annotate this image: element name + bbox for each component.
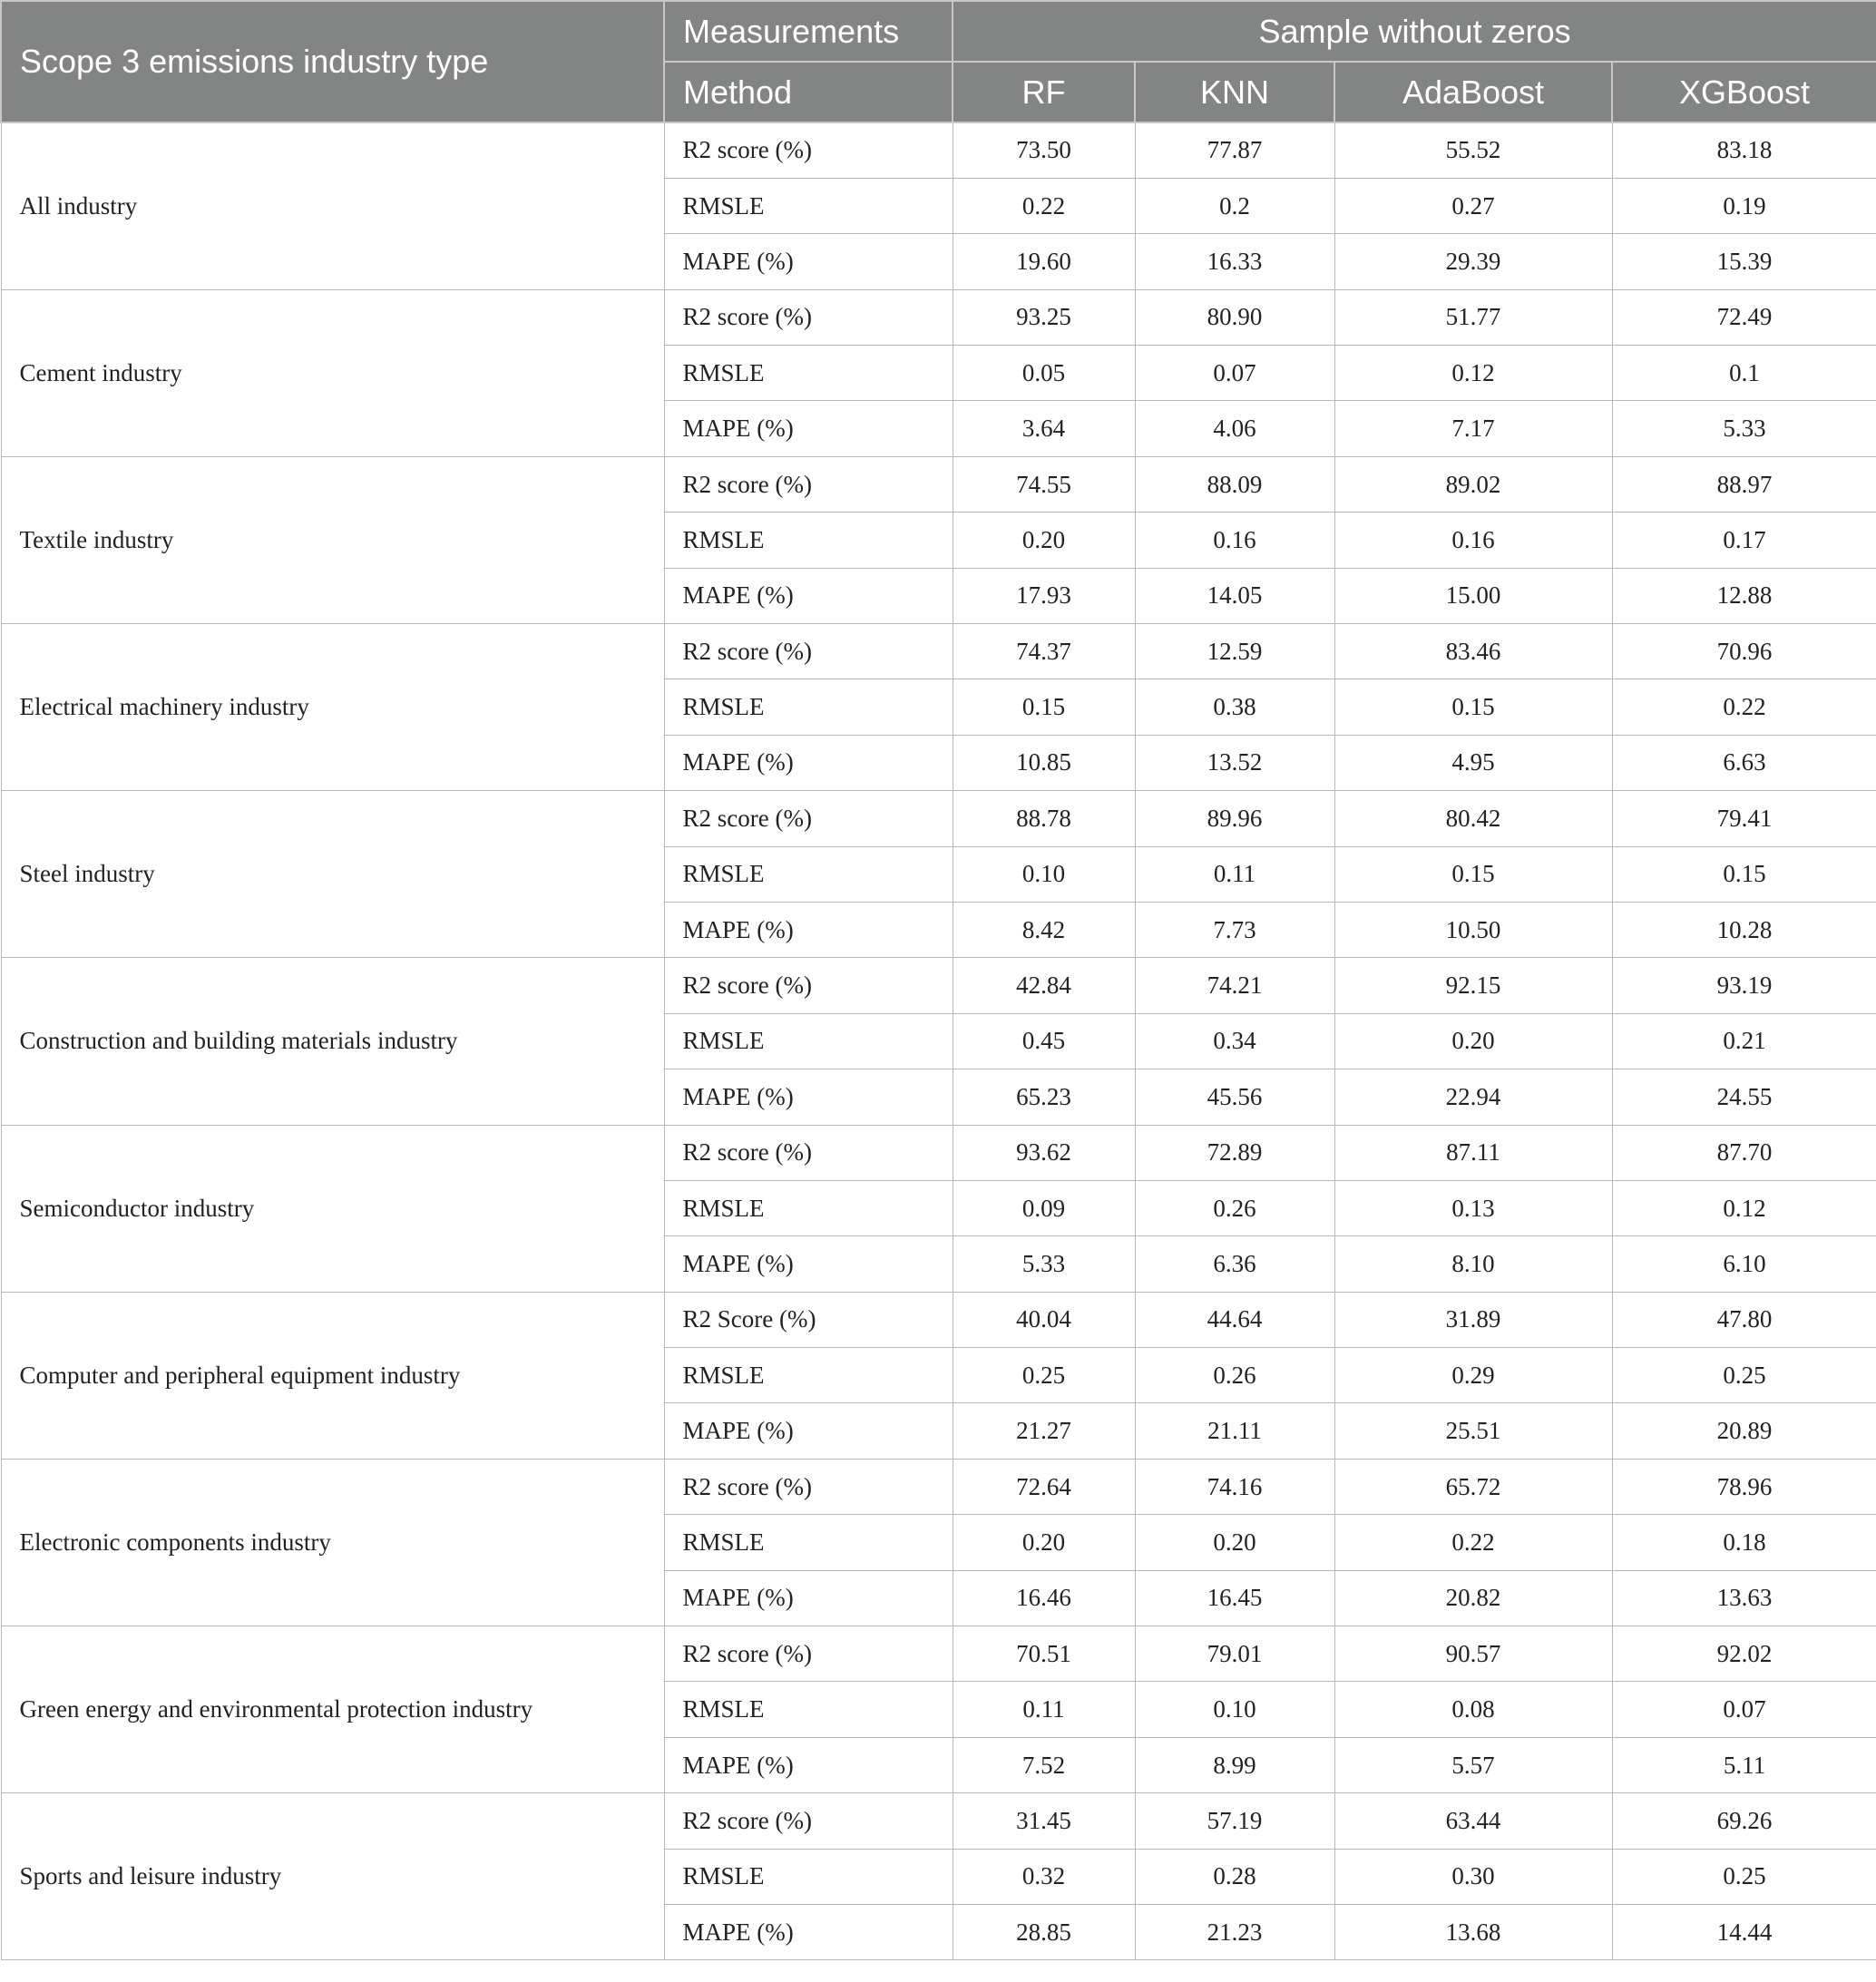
value-cell: 0.12 xyxy=(1334,346,1612,401)
value-cell: 8.10 xyxy=(1334,1236,1612,1292)
value-cell: 0.34 xyxy=(1135,1013,1334,1069)
value-cell: 10.28 xyxy=(1612,902,1876,957)
value-cell: 89.02 xyxy=(1334,456,1612,512)
value-cell: 55.52 xyxy=(1334,122,1612,178)
value-cell: 0.12 xyxy=(1612,1180,1876,1235)
table-row xyxy=(1,1459,1876,1514)
value-cell: 0.15 xyxy=(1612,846,1876,902)
value-cell: 6.63 xyxy=(1612,735,1876,790)
metric-cell: RMSLE xyxy=(664,1849,953,1904)
value-cell: 0.45 xyxy=(953,1013,1135,1069)
value-cell: 28.85 xyxy=(953,1905,1135,1960)
metric-cell: RMSLE xyxy=(664,178,953,233)
table-body xyxy=(1,122,1876,1960)
value-cell: 0.20 xyxy=(1135,1515,1334,1570)
table-row xyxy=(1,1292,1876,1347)
value-cell: 83.46 xyxy=(1334,624,1612,679)
value-cell: 0.17 xyxy=(1612,513,1876,568)
value-cell: 16.33 xyxy=(1135,234,1334,289)
value-cell: 13.68 xyxy=(1334,1905,1612,1960)
metric-cell: MAPE (%) xyxy=(664,1737,953,1792)
metric-cell: RMSLE xyxy=(664,1013,953,1069)
table-row xyxy=(1,289,1876,345)
table-row xyxy=(1,122,1876,178)
value-cell: 8.99 xyxy=(1135,1737,1334,1792)
value-cell: 40.04 xyxy=(953,1292,1135,1347)
value-cell: 5.33 xyxy=(1612,401,1876,456)
industry-cell: Computer and peripheral equipment industry xyxy=(1,1292,664,1459)
metric-cell: MAPE (%) xyxy=(664,1905,953,1960)
table-row xyxy=(1,1125,1876,1180)
value-cell: 0.07 xyxy=(1612,1682,1876,1737)
value-cell: 70.96 xyxy=(1612,624,1876,679)
value-cell: 13.52 xyxy=(1135,735,1334,790)
table-row xyxy=(1,791,1876,846)
industry-column-header: Scope 3 emissions industry type xyxy=(1,1,664,122)
value-cell: 16.45 xyxy=(1135,1570,1334,1626)
industry-cell: Steel industry xyxy=(1,791,664,958)
value-cell: 0.20 xyxy=(1334,1013,1612,1069)
value-cell: 44.64 xyxy=(1135,1292,1334,1347)
value-cell: 74.37 xyxy=(953,624,1135,679)
value-cell: 0.08 xyxy=(1334,1682,1612,1737)
value-cell: 42.84 xyxy=(953,958,1135,1013)
value-cell: 24.55 xyxy=(1612,1069,1876,1125)
value-cell: 0.16 xyxy=(1135,513,1334,568)
industry-cell: Electronic components industry xyxy=(1,1459,664,1626)
value-cell: 13.63 xyxy=(1612,1570,1876,1626)
metric-cell: R2 score (%) xyxy=(664,791,953,846)
value-cell: 89.96 xyxy=(1135,791,1334,846)
value-cell: 0.19 xyxy=(1612,178,1876,233)
metric-cell: R2 score (%) xyxy=(664,122,953,178)
metric-cell: R2 score (%) xyxy=(664,456,953,512)
metric-cell: R2 score (%) xyxy=(664,624,953,679)
value-cell: 21.11 xyxy=(1135,1403,1334,1459)
value-cell: 7.73 xyxy=(1135,902,1334,957)
value-cell: 78.96 xyxy=(1612,1459,1876,1514)
metric-cell: MAPE (%) xyxy=(664,902,953,957)
value-cell: 8.42 xyxy=(953,902,1135,957)
industry-cell: Cement industry xyxy=(1,289,664,456)
value-cell: 57.19 xyxy=(1135,1793,1334,1849)
value-cell: 3.64 xyxy=(953,401,1135,456)
value-cell: 0.10 xyxy=(1135,1682,1334,1737)
metric-cell: RMSLE xyxy=(664,1515,953,1570)
value-cell: 88.97 xyxy=(1612,456,1876,512)
value-cell: 0.25 xyxy=(1612,1348,1876,1403)
value-cell: 77.87 xyxy=(1135,122,1334,178)
value-cell: 0.1 xyxy=(1612,346,1876,401)
value-cell: 15.39 xyxy=(1612,234,1876,289)
value-cell: 0.30 xyxy=(1334,1849,1612,1904)
value-cell: 7.52 xyxy=(953,1737,1135,1792)
value-cell: 19.60 xyxy=(953,234,1135,289)
value-cell: 0.18 xyxy=(1612,1515,1876,1570)
metric-cell: R2 score (%) xyxy=(664,1459,953,1514)
value-cell: 92.02 xyxy=(1612,1626,1876,1682)
value-cell: 93.62 xyxy=(953,1125,1135,1180)
value-cell: 45.56 xyxy=(1135,1069,1334,1125)
metric-cell: RMSLE xyxy=(664,1180,953,1235)
industry-cell: Electrical machinery industry xyxy=(1,624,664,791)
value-cell: 93.19 xyxy=(1612,958,1876,1013)
value-cell: 74.16 xyxy=(1135,1459,1334,1514)
metric-cell: RMSLE xyxy=(664,679,953,735)
method-header-xgboost: XGBoost xyxy=(1612,62,1876,122)
industry-cell: Sports and leisure industry xyxy=(1,1793,664,1960)
value-cell: 0.22 xyxy=(953,178,1135,233)
value-cell: 79.41 xyxy=(1612,791,1876,846)
value-cell: 80.90 xyxy=(1135,289,1334,345)
value-cell: 21.23 xyxy=(1135,1905,1334,1960)
value-cell: 87.70 xyxy=(1612,1125,1876,1180)
method-header-knn: KNN xyxy=(1135,62,1334,122)
value-cell: 88.78 xyxy=(953,791,1135,846)
metric-cell: MAPE (%) xyxy=(664,1236,953,1292)
value-cell: 20.89 xyxy=(1612,1403,1876,1459)
metric-cell: R2 score (%) xyxy=(664,1125,953,1180)
value-cell: 74.21 xyxy=(1135,958,1334,1013)
metric-cell: RMSLE xyxy=(664,1348,953,1403)
method-header-adaboost: AdaBoost xyxy=(1334,62,1612,122)
value-cell: 69.26 xyxy=(1612,1793,1876,1849)
value-cell: 21.27 xyxy=(953,1403,1135,1459)
value-cell: 0.28 xyxy=(1135,1849,1334,1904)
measurements-column-header: Measurements xyxy=(664,1,953,62)
value-cell: 88.09 xyxy=(1135,456,1334,512)
metric-cell: RMSLE xyxy=(664,513,953,568)
value-cell: 72.89 xyxy=(1135,1125,1334,1180)
value-cell: 0.20 xyxy=(953,513,1135,568)
value-cell: 5.33 xyxy=(953,1236,1135,1292)
value-cell: 29.39 xyxy=(1334,234,1612,289)
metric-cell: RMSLE xyxy=(664,846,953,902)
value-cell: 17.93 xyxy=(953,568,1135,623)
value-cell: 0.22 xyxy=(1612,679,1876,735)
value-cell: 6.36 xyxy=(1135,1236,1334,1292)
value-cell: 0.15 xyxy=(1334,679,1612,735)
table-header xyxy=(1,1,1876,122)
metric-cell: MAPE (%) xyxy=(664,1069,953,1125)
value-cell: 74.55 xyxy=(953,456,1135,512)
value-cell: 5.11 xyxy=(1612,1737,1876,1792)
value-cell: 90.57 xyxy=(1334,1626,1612,1682)
value-cell: 31.45 xyxy=(953,1793,1135,1849)
metric-cell: MAPE (%) xyxy=(664,401,953,456)
value-cell: 5.57 xyxy=(1334,1737,1612,1792)
value-cell: 70.51 xyxy=(953,1626,1135,1682)
table-row xyxy=(1,456,1876,512)
table-row xyxy=(1,1793,1876,1849)
value-cell: 7.17 xyxy=(1334,401,1612,456)
value-cell: 4.06 xyxy=(1135,401,1334,456)
value-cell: 65.23 xyxy=(953,1069,1135,1125)
value-cell: 0.07 xyxy=(1135,346,1334,401)
value-cell: 22.94 xyxy=(1334,1069,1612,1125)
value-cell: 10.50 xyxy=(1334,902,1612,957)
value-cell: 73.50 xyxy=(953,122,1135,178)
metric-cell: MAPE (%) xyxy=(664,1403,953,1459)
metric-cell: R2 score (%) xyxy=(664,958,953,1013)
metric-cell: MAPE (%) xyxy=(664,234,953,289)
value-cell: 79.01 xyxy=(1135,1626,1334,1682)
value-cell: 0.16 xyxy=(1334,513,1612,568)
method-label-header: Method xyxy=(664,62,953,122)
table-row xyxy=(1,958,1876,1013)
value-cell: 0.21 xyxy=(1612,1013,1876,1069)
value-cell: 65.72 xyxy=(1334,1459,1612,1514)
value-cell: 0.15 xyxy=(953,679,1135,735)
value-cell: 80.42 xyxy=(1334,791,1612,846)
value-cell: 0.09 xyxy=(953,1180,1135,1235)
value-cell: 87.11 xyxy=(1334,1125,1612,1180)
value-cell: 14.44 xyxy=(1612,1905,1876,1960)
value-cell: 0.05 xyxy=(953,346,1135,401)
value-cell: 25.51 xyxy=(1334,1403,1612,1459)
industry-cell: Semiconductor industry xyxy=(1,1125,664,1292)
value-cell: 63.44 xyxy=(1334,1793,1612,1849)
value-cell: 31.89 xyxy=(1334,1292,1612,1347)
value-cell: 0.26 xyxy=(1135,1180,1334,1235)
industry-cell: Green energy and environmental protection industry xyxy=(1,1626,664,1793)
value-cell: 0.11 xyxy=(953,1682,1135,1737)
value-cell: 0.32 xyxy=(953,1849,1135,1904)
method-header-rf: RF xyxy=(953,62,1135,122)
metric-cell: MAPE (%) xyxy=(664,568,953,623)
metric-cell: RMSLE xyxy=(664,346,953,401)
value-cell: 0.22 xyxy=(1334,1515,1612,1570)
value-cell: 83.18 xyxy=(1612,122,1876,178)
value-cell: 0.29 xyxy=(1334,1348,1612,1403)
table-row xyxy=(1,624,1876,679)
sample-group-header: Sample without zeros xyxy=(953,1,1876,62)
value-cell: 0.38 xyxy=(1135,679,1334,735)
industry-cell: Construction and building materials industry xyxy=(1,958,664,1125)
value-cell: 0.13 xyxy=(1334,1180,1612,1235)
value-cell: 0.25 xyxy=(953,1348,1135,1403)
metric-cell: R2 score (%) xyxy=(664,1793,953,1849)
value-cell: 10.85 xyxy=(953,735,1135,790)
value-cell: 72.49 xyxy=(1612,289,1876,345)
value-cell: 0.20 xyxy=(953,1515,1135,1570)
table-row xyxy=(1,1626,1876,1682)
value-cell: 0.15 xyxy=(1334,846,1612,902)
metric-cell: RMSLE xyxy=(664,1682,953,1737)
industry-cell: Textile industry xyxy=(1,456,664,623)
value-cell: 4.95 xyxy=(1334,735,1612,790)
value-cell: 15.00 xyxy=(1334,568,1612,623)
value-cell: 6.10 xyxy=(1612,1236,1876,1292)
metric-cell: MAPE (%) xyxy=(664,1570,953,1626)
value-cell: 20.82 xyxy=(1334,1570,1612,1626)
value-cell: 12.59 xyxy=(1135,624,1334,679)
value-cell: 0.11 xyxy=(1135,846,1334,902)
value-cell: 12.88 xyxy=(1612,568,1876,623)
metric-cell: MAPE (%) xyxy=(664,735,953,790)
value-cell: 14.05 xyxy=(1135,568,1334,623)
value-cell: 0.10 xyxy=(953,846,1135,902)
value-cell: 47.80 xyxy=(1612,1292,1876,1347)
metric-cell: R2 Score (%) xyxy=(664,1292,953,1347)
value-cell: 0.25 xyxy=(1612,1849,1876,1904)
industry-cell: All industry xyxy=(1,122,664,289)
value-cell: 0.26 xyxy=(1135,1348,1334,1403)
value-cell: 0.27 xyxy=(1334,178,1612,233)
value-cell: 92.15 xyxy=(1334,958,1612,1013)
value-cell: 16.46 xyxy=(953,1570,1135,1626)
value-cell: 0.2 xyxy=(1135,178,1334,233)
metric-cell: R2 score (%) xyxy=(664,1626,953,1682)
value-cell: 72.64 xyxy=(953,1459,1135,1514)
value-cell: 93.25 xyxy=(953,289,1135,345)
value-cell: 51.77 xyxy=(1334,289,1612,345)
metric-cell: R2 score (%) xyxy=(664,289,953,345)
